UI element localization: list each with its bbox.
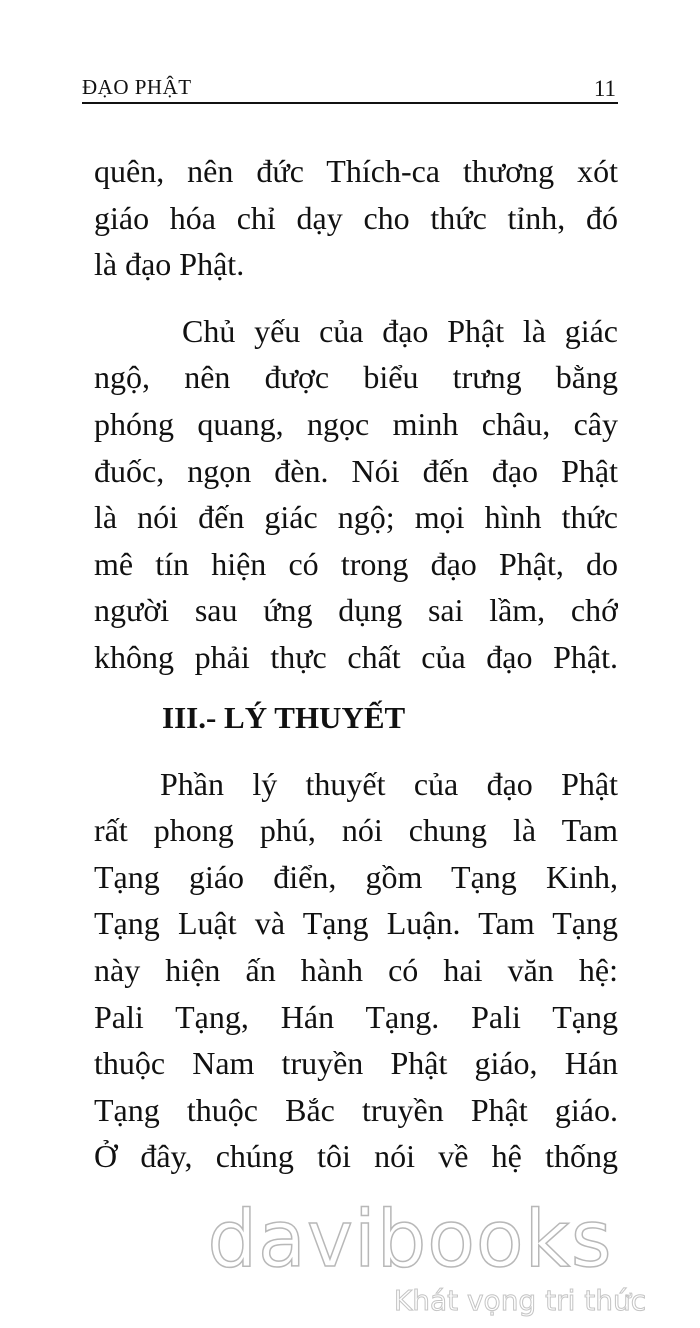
text-line: Ở đây, chúng tôi nói về hệ thống bbox=[94, 1138, 618, 1175]
body-text bbox=[94, 148, 618, 1180]
text-line: rất phong phú, nói chung là Tam bbox=[94, 812, 618, 849]
text-line: người sau ứng dụng sai lầm, chớ bbox=[94, 592, 618, 629]
text-line: thuộc Nam truyền Phật giáo, Hán bbox=[94, 1045, 618, 1082]
paragraph-2 bbox=[94, 308, 618, 681]
text-line: giáo hóa chỉ dạy cho thức tỉnh, đó bbox=[94, 199, 618, 236]
text-line: Chủ yếu của đạo Phật là giác bbox=[182, 312, 618, 349]
text-line: ngộ, nên được biểu trưng bằng bbox=[94, 359, 618, 396]
text-line: đuốc, ngọn đèn. Nói đến đạo Phật bbox=[94, 452, 618, 489]
text-line: mê tín hiện có trong đạo Phật, do bbox=[94, 545, 618, 582]
watermark-slogan: Khát vọng tri thức bbox=[393, 1284, 647, 1317]
watermark-brand: davibooks bbox=[207, 1195, 613, 1285]
text-line: phóng quang, ngọc minh châu, cây bbox=[94, 405, 618, 442]
text-line: Pali Tạng, Hán Tạng. Pali Tạng bbox=[94, 998, 618, 1035]
text-line: không phải thực chất của đạo Phật. bbox=[94, 638, 618, 675]
page-number: 11 bbox=[593, 76, 616, 101]
section-heading: III.- LÝ THUYẾT bbox=[162, 699, 406, 735]
running-header bbox=[82, 74, 618, 104]
paragraph-1 bbox=[94, 148, 618, 288]
text-line: quên, nên đức Thích-ca thương xót bbox=[94, 153, 618, 189]
paragraph-3 bbox=[94, 761, 618, 1180]
text-line: Tạng Luật và Tạng Luận. Tam Tạng bbox=[94, 905, 618, 942]
text-line: Phần lý thuyết của đạo Phật bbox=[160, 765, 618, 802]
text-line: này hiện ấn hành có hai văn hệ: bbox=[94, 951, 618, 988]
text-line: Tạng giáo điển, gồm Tạng Kinh, bbox=[94, 858, 618, 895]
text-line: là đạo Phật. bbox=[94, 246, 245, 283]
text-line: Tạng thuộc Bắc truyền Phật giáo. bbox=[94, 1091, 618, 1128]
running-title: ĐẠO PHẬT bbox=[82, 75, 192, 99]
text-line: là nói đến giác ngộ; mọi hình thức bbox=[94, 499, 618, 536]
